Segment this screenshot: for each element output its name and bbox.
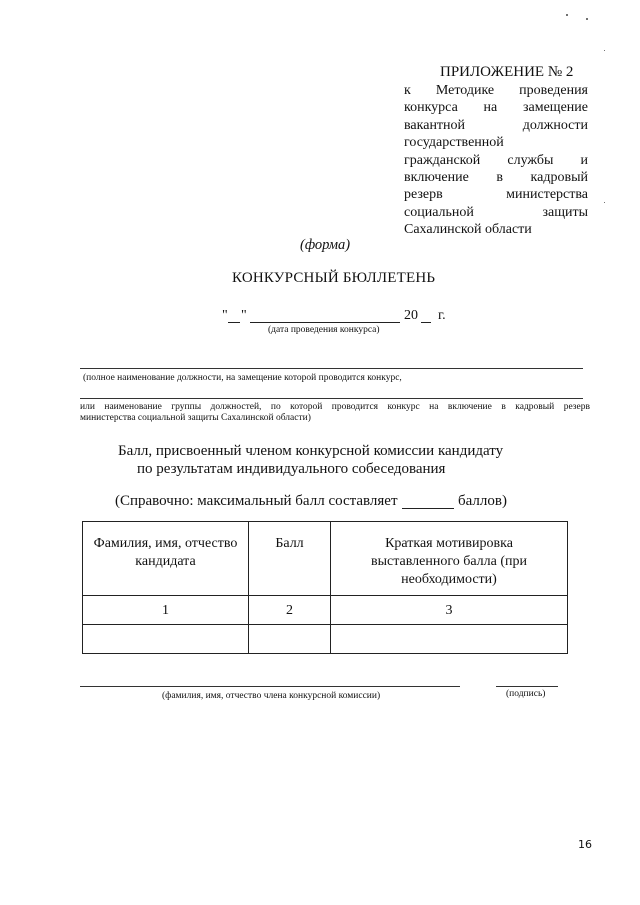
position-group-caption <box>80 402 590 424</box>
column-number: 2 <box>249 596 331 625</box>
header-line: кандидата <box>135 554 196 569</box>
header-line: Балл <box>275 536 304 551</box>
position-blank-line <box>80 368 583 369</box>
appendix-line: Сахалинской области <box>404 222 532 238</box>
scan-speck <box>604 202 605 203</box>
signature-line <box>496 686 558 687</box>
member-name-caption: (фамилия, имя, отчество члена конкурсной комиссии) <box>162 691 381 701</box>
member-name-line <box>80 686 460 687</box>
appendix-line: резерв министерства <box>404 187 588 203</box>
table-header-row <box>83 522 568 596</box>
scan-speck <box>586 18 588 20</box>
table-cell <box>249 625 331 654</box>
appendix-line: государственной <box>404 135 504 151</box>
table-cell <box>83 625 249 654</box>
date-quote-close: " <box>241 308 247 323</box>
date-year-prefix: 20 <box>404 308 418 323</box>
appendix-text <box>404 82 588 239</box>
header-line: Краткая мотивировка <box>385 536 513 551</box>
date-year-suffix: г. <box>438 308 446 323</box>
scan-speck <box>604 50 605 51</box>
position-caption: (полное наименование должности, на замещение которой проводится конкурс, <box>83 373 402 383</box>
scan-speck <box>566 14 568 16</box>
appendix-line: гражданской службы и <box>404 152 588 168</box>
header-score <box>249 522 331 596</box>
date-caption: (дата проведения конкурса) <box>268 325 380 335</box>
signature-caption: (подпись) <box>506 689 546 699</box>
bulletin-title: КОНКУРСНЫЙ БЮЛЛЕТЕНЬ <box>232 270 436 286</box>
header-candidate-name <box>83 522 249 596</box>
appendix-line: конкурса на замещение <box>404 100 588 116</box>
date-year-blank <box>421 322 431 323</box>
table-cell <box>331 625 568 654</box>
page-number: 16 <box>578 838 592 851</box>
max-score-blank <box>402 508 454 509</box>
header-motivation <box>331 522 568 596</box>
score-heading: Балл, присвоенный членом конкурсной комиссии кандидату <box>118 443 504 459</box>
max-score-suffix: баллов) <box>458 493 507 509</box>
appendix-title: ПРИЛОЖЕНИЕ № 2 <box>440 64 574 80</box>
date-day-blank <box>228 322 240 323</box>
max-score-text: (Справочно: максимальный балл составляет <box>115 493 398 509</box>
position-group-caption-line: или наименование группы должностей, по которой проводится конкурс на включение в кадровый резерв <box>80 402 590 412</box>
date-month-blank <box>250 322 400 323</box>
column-number: 1 <box>83 596 249 625</box>
form-label: (форма) <box>300 237 351 253</box>
date-quote-open: " <box>222 308 228 323</box>
header-line: выставленного балла (при <box>370 554 528 569</box>
appendix-line: включение в кадровый <box>404 169 588 185</box>
appendix-line: социальной защиты <box>404 204 588 220</box>
appendix-line: к Методике проведения <box>404 83 588 98</box>
score-heading: по результатам индивидуального собеседования <box>137 461 446 477</box>
position-blank-line <box>80 398 583 399</box>
header-line: Фамилия, имя, отчество <box>93 536 238 551</box>
table-row <box>83 625 568 654</box>
appendix-line: вакантной должности <box>404 117 588 133</box>
column-number: 3 <box>331 596 568 625</box>
header-line: необходимости) <box>401 572 497 587</box>
score-table <box>82 521 568 654</box>
table-row <box>83 596 568 625</box>
position-group-caption-line: министерства социальной защиты Сахалинской области) <box>80 413 311 423</box>
